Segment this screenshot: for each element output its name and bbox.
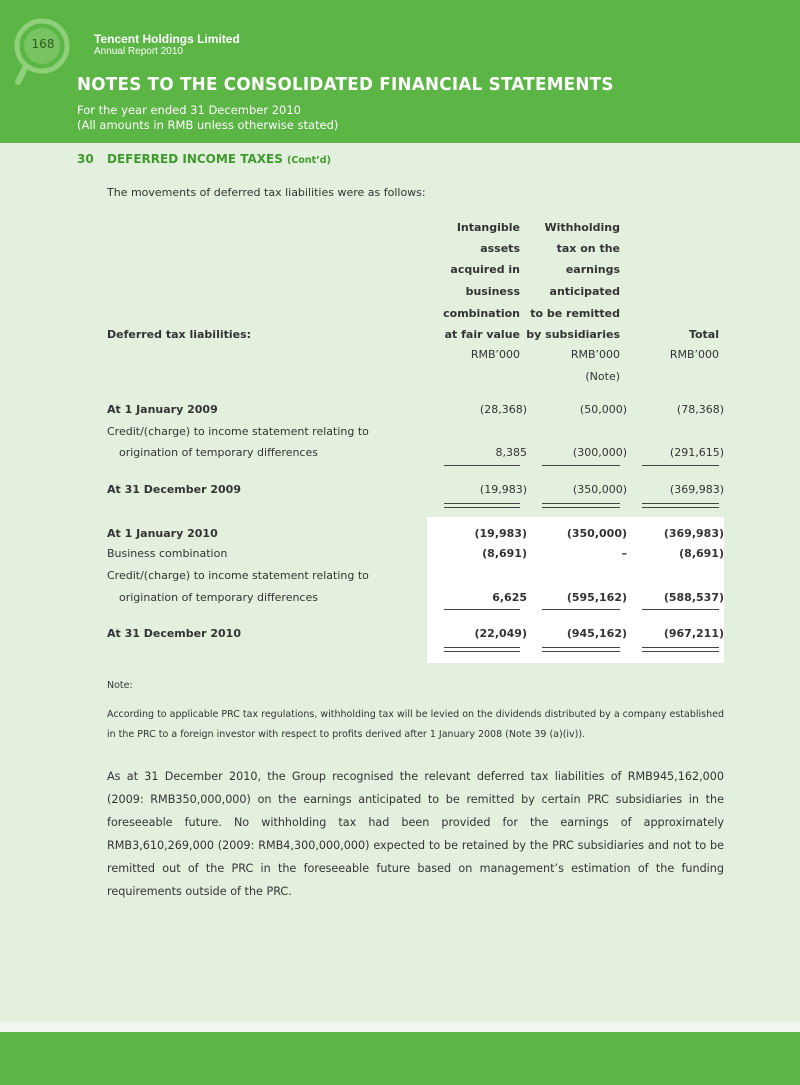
table-cell: (369,983) bbox=[669, 483, 724, 496]
currency-subtitle: (All amounts in RMB unless otherwise stated) bbox=[77, 118, 339, 132]
column-header-line: earnings bbox=[565, 263, 620, 276]
subtotal-rule bbox=[642, 609, 719, 610]
table-cell: (19,983) bbox=[474, 527, 527, 540]
row-label: origination of temporary differences bbox=[119, 591, 318, 604]
page-header bbox=[0, 0, 800, 143]
row-label: At 1 January 2010 bbox=[107, 527, 218, 540]
column-header-line: business bbox=[465, 285, 520, 298]
row-label: At 31 December 2010 bbox=[107, 627, 241, 640]
subtotal-rule bbox=[444, 609, 520, 610]
table-cell: (19,983) bbox=[479, 483, 527, 496]
column-note-ref: (Note) bbox=[585, 370, 620, 383]
total-rule bbox=[642, 507, 719, 508]
total-rule bbox=[642, 647, 719, 648]
body-paragraph: As at 31 December 2010, the Group recognised the relevant deferred tax liabilities of RMB945,162,000 (2009: RMB350,000,000) on the earnings anticipated to be remitted by certain PRC subsidiaries in the foreseeable future. No withholding tax had been provided for the earnings of approximately RMB3,610,269,000 (2009: RMB4,300,000,000) expected to be retained by the PRC subsidiaries and not to be remitted out of the PRC in the foreseeable future based on management’s estimation of the funding requirements outside of the PRC. bbox=[107, 770, 724, 898]
column-header-line: acquired in bbox=[450, 263, 520, 276]
magnifier-logo-icon bbox=[14, 16, 74, 86]
column-header-line: combination bbox=[443, 307, 520, 320]
section-number: 30 bbox=[77, 152, 94, 166]
total-rule bbox=[444, 503, 520, 504]
table-cell: (350,000) bbox=[566, 527, 627, 540]
table-cell: (291,615) bbox=[669, 446, 724, 459]
column-unit: RMB’000 bbox=[470, 348, 520, 361]
table-cell: (8,691) bbox=[679, 547, 724, 560]
column-header-line: Intangible bbox=[456, 221, 520, 234]
subtotal-rule bbox=[542, 609, 620, 610]
table-cell: (595,162) bbox=[566, 591, 627, 604]
table-cell: (300,000) bbox=[572, 446, 627, 459]
subtotal-rule bbox=[542, 465, 620, 466]
subtotal-rule bbox=[444, 465, 520, 466]
row-label: At 31 December 2009 bbox=[107, 483, 241, 496]
section-continued: (Cont’d) bbox=[287, 155, 331, 166]
total-rule bbox=[444, 647, 520, 648]
footer-strip bbox=[0, 1022, 800, 1032]
row-label: Credit/(charge) to income statement relating to bbox=[107, 425, 369, 438]
subtotal-rule bbox=[642, 465, 719, 466]
column-header-line: assets bbox=[480, 242, 520, 255]
row-label: Business combination bbox=[107, 547, 228, 560]
table-cell: (945,162) bbox=[566, 627, 627, 640]
column-header-line: at fair value bbox=[444, 328, 520, 341]
column-header-line: anticipated bbox=[549, 285, 620, 298]
table-cell: (588,537) bbox=[663, 591, 724, 604]
note-text: According to applicable PRC tax regulations, withholding tax will be levied on the dividends distributed by a company established in the PRC to a foreign investor with respect to profits derived after 1 January 2008 (Note 39 (a)(iv)). bbox=[107, 709, 724, 740]
table-cell: 6,625 bbox=[492, 591, 527, 604]
total-rule bbox=[642, 503, 719, 504]
company-name: Tencent Holdings Limited bbox=[94, 32, 240, 46]
table-cell: – bbox=[621, 547, 627, 560]
table-cell: (28,368) bbox=[479, 403, 527, 416]
column-unit: RMB’000 bbox=[570, 348, 620, 361]
row-label: Credit/(charge) to income statement relating to bbox=[107, 569, 369, 582]
page-title: NOTES TO THE CONSOLIDATED FINANCIAL STATEMENTS bbox=[77, 74, 614, 95]
note-label: Note: bbox=[107, 680, 133, 691]
row-header: Deferred tax liabilities: bbox=[107, 328, 252, 341]
column-header-line: Withholding bbox=[544, 221, 620, 234]
section-title-text: DEFERRED INCOME TAXES bbox=[107, 152, 283, 166]
period-subtitle: For the year ended 31 December 2010 bbox=[77, 103, 302, 117]
total-rule bbox=[642, 651, 719, 652]
total-rule bbox=[444, 507, 520, 508]
column-header-line: to be remitted bbox=[530, 307, 620, 320]
page-footer bbox=[0, 1032, 800, 1085]
table-cell: (369,983) bbox=[663, 527, 724, 540]
total-rule bbox=[444, 651, 520, 652]
report-name: Annual Report 2010 bbox=[94, 46, 183, 57]
column-unit: RMB’000 bbox=[669, 348, 719, 361]
total-rule bbox=[542, 651, 620, 652]
row-label: origination of temporary differences bbox=[119, 446, 318, 459]
table-cell: (50,000) bbox=[579, 403, 627, 416]
table-cell: (8,691) bbox=[482, 547, 527, 560]
table-cell: 8,385 bbox=[495, 446, 527, 459]
column-header-line: tax on the bbox=[556, 242, 620, 255]
section-title bbox=[107, 152, 331, 166]
column-header-line: by subsidiaries bbox=[526, 328, 620, 341]
table-cell: (350,000) bbox=[572, 483, 627, 496]
column-header-line: Total bbox=[688, 328, 719, 341]
table-cell: (78,368) bbox=[676, 403, 724, 416]
total-rule bbox=[542, 647, 620, 648]
page-number: 168 bbox=[31, 37, 55, 51]
table-cell: (22,049) bbox=[474, 627, 527, 640]
total-rule bbox=[542, 507, 620, 508]
table-cell: (967,211) bbox=[663, 627, 724, 640]
row-label: At 1 January 2009 bbox=[107, 403, 218, 416]
table-intro: The movements of deferred tax liabilities were as follows: bbox=[107, 186, 426, 199]
total-rule bbox=[542, 503, 620, 504]
